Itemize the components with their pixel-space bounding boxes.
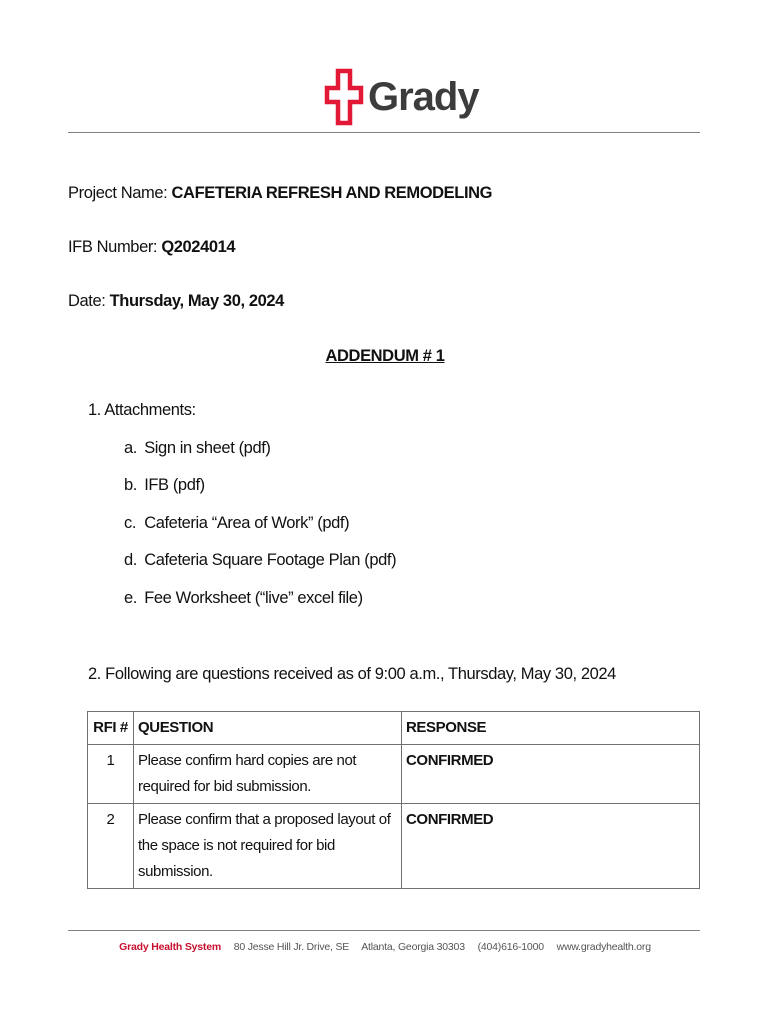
rfi-number: 1 (88, 745, 134, 804)
footer-divider (68, 930, 700, 931)
ifb-number-line (68, 238, 235, 257)
table-header-row (88, 712, 700, 745)
footer-phone: (404)616-1000 (477, 941, 544, 953)
table-row (88, 804, 700, 889)
ifb-number-label: IFB Number: (68, 238, 162, 256)
date-label: Date: (68, 292, 110, 310)
ifb-number-value: Q2024014 (161, 238, 236, 256)
date-value: Thursday, May 30, 2024 (109, 292, 284, 310)
attachment-item (124, 476, 205, 495)
column-header-rfi: RFI # (88, 712, 134, 745)
date-line (68, 292, 284, 311)
column-header-response: RESPONSE (402, 712, 700, 745)
project-name-value: CAFETERIA REFRESH AND REMODELING (171, 184, 493, 202)
page-footer (0, 941, 770, 953)
header-divider (68, 132, 700, 133)
project-name-label: Project Name: (68, 184, 172, 202)
rfi-question: Please confirm hard copies are not required for bid submission. (134, 745, 402, 804)
attachment-text: Cafeteria Square Footage Plan (pdf) (144, 551, 397, 569)
addendum-title: ADDENDUM # 1 (325, 347, 445, 365)
rfi-number: 2 (88, 804, 134, 889)
footer-address: 80 Jesse Hill Jr. Drive, SE (233, 941, 350, 953)
attachment-text: Sign in sheet (pdf) (144, 439, 271, 457)
attachment-item (124, 551, 396, 570)
attachment-item (124, 439, 271, 458)
attachment-text: Cafeteria “Area of Work” (pdf) (144, 514, 350, 532)
attachment-item (124, 589, 363, 608)
project-name-line (68, 184, 492, 203)
column-header-question: QUESTION (134, 712, 402, 745)
attachment-item (124, 514, 349, 533)
attachment-text: IFB (pdf) (144, 476, 205, 494)
table-row (88, 745, 700, 804)
rfi-response: CONFIRMED (402, 804, 700, 889)
logo-wordmark: Grady (368, 74, 479, 119)
footer-website: www.gradyhealth.org (556, 941, 651, 953)
red-cross-icon (324, 68, 364, 126)
questions-heading: 2. Following are questions received as of 9:00 a.m., Thursday, May 30, 2024 (88, 665, 616, 683)
grady-logo (324, 68, 479, 126)
footer-city: Atlanta, Georgia 30303 (361, 941, 465, 953)
attachment-marker: c. (124, 514, 137, 532)
rfi-response: CONFIRMED (402, 745, 700, 804)
attachment-marker: d. (124, 551, 137, 569)
attachment-text: Fee Worksheet (“live” excel file) (144, 589, 363, 607)
attachment-marker: e. (124, 589, 137, 607)
attachments-heading: 1. Attachments: (88, 401, 196, 419)
footer-org: Grady Health System (119, 941, 221, 953)
attachment-marker: a. (124, 439, 137, 457)
attachment-marker: b. (124, 476, 137, 494)
rfi-question: Please confirm that a proposed layout of the space is not required for bid submission. (134, 804, 402, 889)
rfi-table (87, 711, 700, 889)
